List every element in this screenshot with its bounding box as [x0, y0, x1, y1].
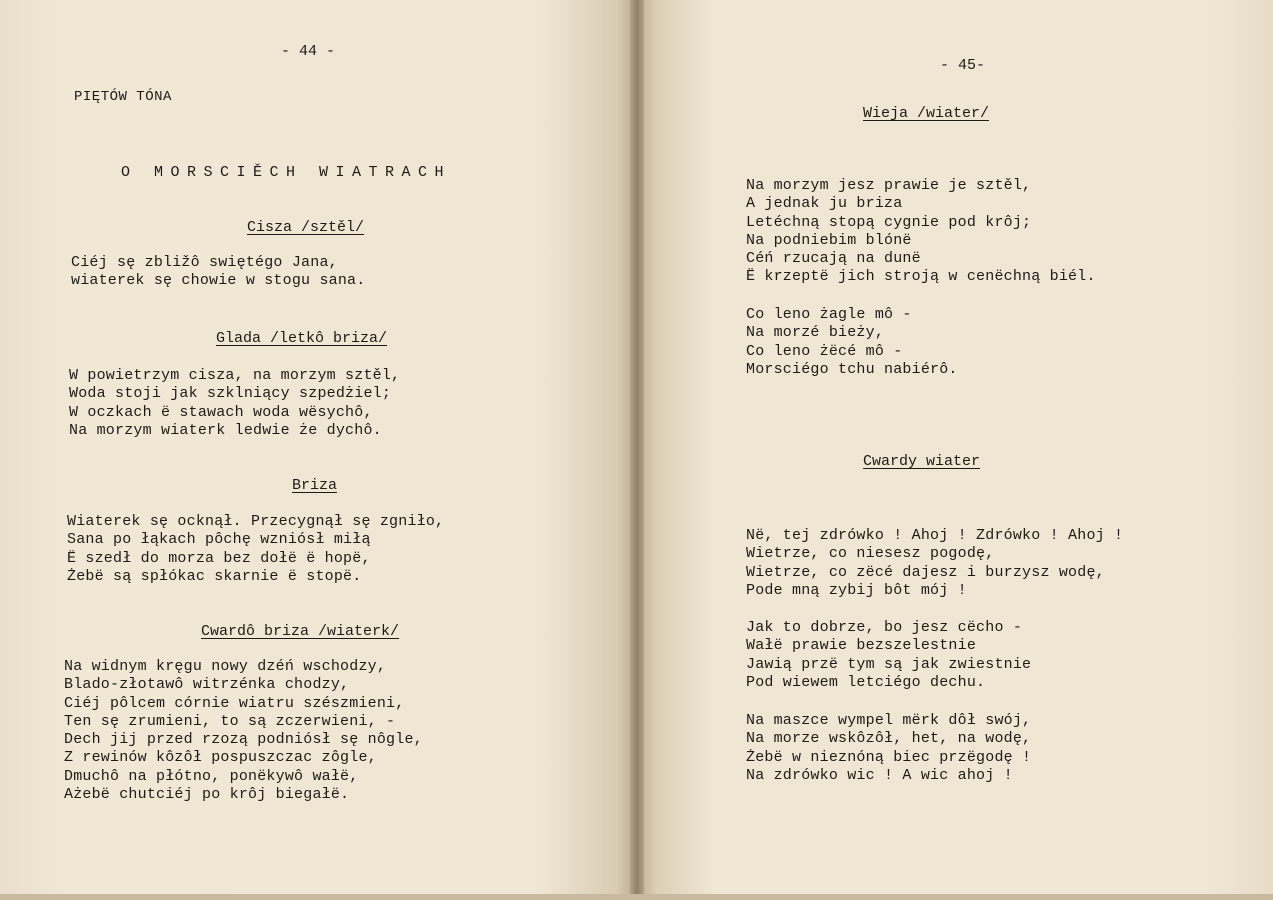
section-heading: Wieja /wiater/	[863, 105, 990, 122]
section-heading: Cisza /sztěl/	[247, 219, 365, 236]
poem-stanza: Na widnym kręgu nowy dzéń wschodzy, Blado-złotawô witrzénka chodzy, Ciéj pôlcem córnie wiatru szészmieni, Ten sę zrumieni, to są zczerwieni, - Dech jij przed rzozą podniósł sę nôgle, Z rewinów kôzôł pospuszczac zôgle, Dmuchô na płótno, ponëkywô wałë, Ażebë chutciéj po krôj biegałë.	[64, 658, 423, 804]
page-edge	[0, 894, 1273, 900]
page-number: - 44 -	[281, 43, 336, 60]
poem-stanza: Në, tej zdrówko ! Ahoj ! Zdrówko ! Ahoj ! Wietrze, co niesesz pogodę, Wietrze, co zëcé dajesz i burzysz wodę, Pode mną zybij bôt mój !	[746, 527, 1124, 599]
page-title: O MORSCIĚCH WIATRACH	[121, 164, 452, 181]
poem-stanza: Na morzym jesz prawie je sztěl, A jednak ju briza Letéchną stopą cygnie pod krôj; Na podniebim blónë Céń rzucają na dunë Ë krzeptë jich stroją w cenëchną biél.	[746, 177, 1096, 286]
section-heading: Cwardô briza /wiaterk/	[201, 623, 400, 640]
page-number: - 45-	[940, 57, 986, 74]
section-heading: Briza	[292, 477, 338, 494]
left-page	[0, 0, 636, 900]
book-gutter	[630, 0, 644, 900]
poem-stanza: Na maszce wympel mërk dôł swój, Na morze wskôzôł, het, na wodę, Żebë w nieznóną biec przëgodę ! Na zdrówko wic ! A wic ahoj !	[746, 712, 1032, 784]
section-heading: Glada /letkô briza/	[216, 330, 388, 347]
section-heading: Cwardy wiater	[863, 453, 981, 470]
poem-stanza: Wiaterek sę ocknął. Przecygnął sę zgniło, Sana po łąkach pôchę wzniósł miłą Ë szedł do morza bez dołë ë hopë, Żebë są spłókac skarnie ë stopë.	[67, 513, 445, 585]
poem-stanza: Co leno żagle mô - Na morzé bieży, Co leno żëcé mô - Morsciégo tchu nabiérô.	[746, 306, 958, 378]
author-name: PIĘTÓW TÓNA	[74, 89, 172, 105]
poem-stanza: W powietrzym cisza, na morzym sztěl, Woda stoji jak szklniący szpedżiel; W oczkach ë stawach woda wësychô, Na morzym wiaterk ledwie że dychô.	[69, 367, 401, 439]
right-page	[638, 0, 1273, 900]
poem-stanza: Jak to dobrze, bo jesz cëcho - Wałë prawie bezszelestnie Jawią przë tym są jak zwiestnie Pod wiewem letciégo dechu.	[746, 619, 1032, 691]
poem-stanza: Ciéj sę zbližô swiętégo Jana, wiaterek sę chowie w stogu sana.	[71, 254, 366, 290]
